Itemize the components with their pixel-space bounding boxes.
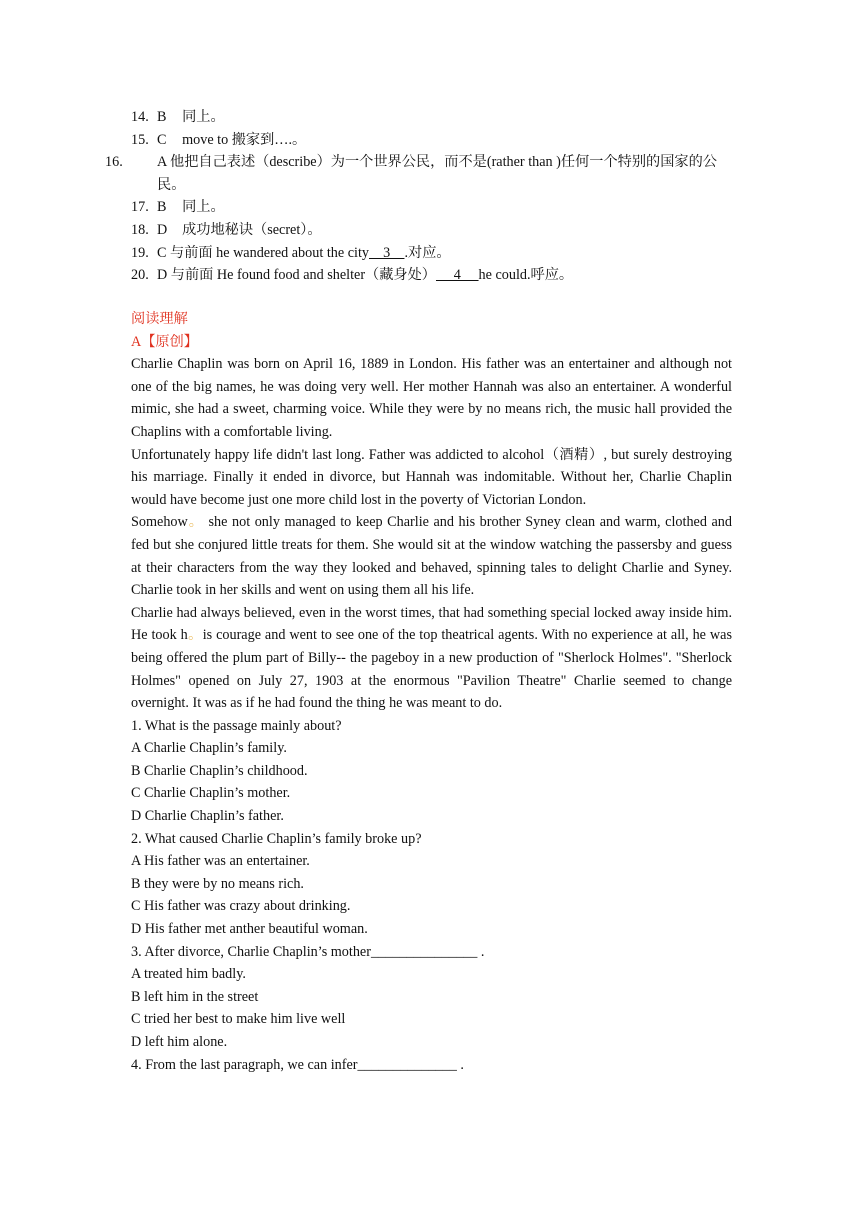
option: D left him alone. xyxy=(131,1034,228,1050)
answer-16: 16. A 他把自己表述（describe）为一个世界公民，而不是(rather than )任何一个特别的国家的公民。 xyxy=(105,154,717,193)
reading-section xyxy=(131,308,732,1076)
answer-20: 20. D 与前面 He found food and shelter（藏身处） 4 he could.呼应。 xyxy=(131,267,574,284)
answer-17: 17. B 同上。 xyxy=(131,199,225,216)
mark-dot: 。 xyxy=(187,514,204,531)
answer-18: 18. D 成功地秘诀（secret）。 xyxy=(131,221,322,238)
option: B they were by no means rich. xyxy=(131,875,304,892)
question-1 xyxy=(131,715,732,828)
answer-19: 19. C 与前面 he wandered about the city 3 .对应。 xyxy=(131,244,451,261)
passage-paragraph-1: Charlie Chaplin was born on April 16, 1889 in London. His father was an entertainer and although not one of the big names, he was doing very well. Her mother Hannah was also an entertainer. A wonderful mimic, she had a sweet, charming voice. While they were by no means rich, the music hall provided the Chaplins with a comfortable living. xyxy=(131,356,732,440)
section-heading: 阅读理解 xyxy=(131,311,188,327)
question-stem: 1. What is the passage mainly about? xyxy=(131,717,342,734)
mark-dot: 。 xyxy=(187,627,203,644)
blank-3: 3 xyxy=(368,244,405,261)
answer-key xyxy=(105,106,741,287)
question-stem: 2. What caused Charlie Chaplin’s family broke up? xyxy=(131,830,422,847)
option: A His father was an entertainer. xyxy=(131,853,310,870)
section-subheading: A【原创】 xyxy=(131,333,198,350)
option: A treated him badly. xyxy=(131,966,246,983)
option: C tried her best to make him live well xyxy=(131,1011,346,1028)
question-stem: 3. After divorce, Charlie Chaplin’s mother_______________ . xyxy=(131,943,485,960)
option: D Charlie Chaplin’s father. xyxy=(131,808,284,825)
question-stem: 4. From the last paragraph, we can infer______________ . xyxy=(131,1056,464,1073)
question-4 xyxy=(131,1054,732,1077)
question-2 xyxy=(131,828,732,941)
option: B left him in the street xyxy=(131,988,259,1005)
passage-paragraph-2: Unfortunately happy life didn't last long. Father was addicted to alcohol（酒精）, but surely destroying his marriage. Finally it ended in divorce, but Hannah was indomitable. Without her, Charlie Chaplin would have become just one more child lost in the poverty of Victorian London. xyxy=(131,446,732,508)
question-3 xyxy=(131,941,732,1054)
option: C His father was crazy about drinking. xyxy=(131,898,351,915)
passage-paragraph-3: Charlie had always believed, even in the worst times, that had something special locked away inside him. He took h。is courage and went to see one of the top theatrical agents. With no experience at all, he was being offered the plum part of Billy-- the pageboy in a new production of "Sherlock Holmes". "Sherlock Holmes" opened on July 27, 1903 at the enormous "Pavilion Theatre" Charlie seemed to change overnight. It was as if he had found the thing he was meant to do. xyxy=(131,604,732,712)
answer-15: 15. C move to 搬家到….。 xyxy=(131,131,307,148)
passage-paragraph-2b: Somehow。 she not only managed to keep Charlie and his brother Syney clean and warm, clothed and fed but she conjured little treats for them. She would sit at the window watching the passersby and guess at their characters from the way they looked and behaved, spinning tales to delight Charlie and Syney. Charlie took in her skills and went on using them all his life. xyxy=(131,514,732,599)
option: D His father met anther beautiful woman. xyxy=(131,921,368,938)
answer-14: 14. B 同上。 xyxy=(131,109,225,125)
blank-4: 4 xyxy=(435,267,479,284)
option: B Charlie Chaplin’s childhood. xyxy=(131,762,308,779)
option: A Charlie Chaplin’s family. xyxy=(131,740,287,757)
option: C Charlie Chaplin’s mother. xyxy=(131,785,291,802)
